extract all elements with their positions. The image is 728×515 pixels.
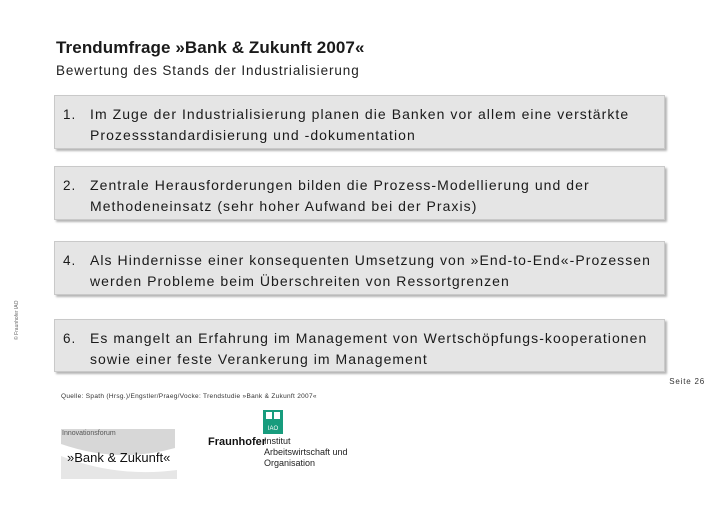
logo-small-text: Innovationsforum [62, 430, 116, 437]
source-note: Quelle: Spath (Hrsg.)/Engstler/Praeg/Vocke: Trendstudie »Bank & Zukunft 2007« [61, 393, 317, 400]
finding-box-2 [54, 166, 665, 220]
iao-logo-label: IAO [267, 426, 279, 432]
logo-big-text: »Bank & Zukunft« [67, 450, 171, 465]
finding-number: 6. [63, 331, 77, 346]
finding-text: Es mangelt an Erfahrung im Management von Wertschöpfungs-kooperationen sowie einer feste Verankerung im Management [90, 330, 648, 367]
finding-box-6 [54, 319, 665, 372]
page-number: Seite 26 [669, 377, 705, 386]
finding-number: 4. [63, 253, 77, 268]
fraunhofer-logo: Fraunhofer [208, 436, 267, 448]
finding-box-4 [54, 241, 665, 295]
finding-text: Als Hindernisse einer konsequenten Umsetzung von »End-to-End«-Prozessen werden Probleme beim Überschreiten von Ressortgrenzen [90, 252, 651, 289]
finding-number: 2. [63, 178, 77, 193]
finding-number: 1. [63, 107, 77, 122]
slide-subtitle: Bewertung des Stands der Industrialisierung [56, 63, 360, 78]
iao-institute-text [264, 436, 348, 469]
finding-text: Zentrale Herausforderungen bilden die Prozess-Modellierung und der Methodeneinsatz (sehr hoher Aufwand bei der Praxis) [90, 177, 590, 214]
iao-line: Arbeitswirtschaft und [264, 447, 348, 457]
iao-logo-icon [263, 410, 283, 434]
iao-line: Institut [264, 436, 291, 446]
iao-line: Organisation [264, 458, 316, 468]
finding-text: Im Zuge der Industrialisierung planen die Banken vor allem eine verstärkte Prozessstandardisierung und -dokumentation [90, 106, 630, 143]
finding-box-1 [54, 95, 665, 149]
bank-zukunft-logo [57, 426, 180, 481]
copyright-label: © Fraunhofer IAO [14, 300, 20, 340]
slide-title: Trendumfrage »Bank & Zukunft 2007« [56, 38, 365, 57]
